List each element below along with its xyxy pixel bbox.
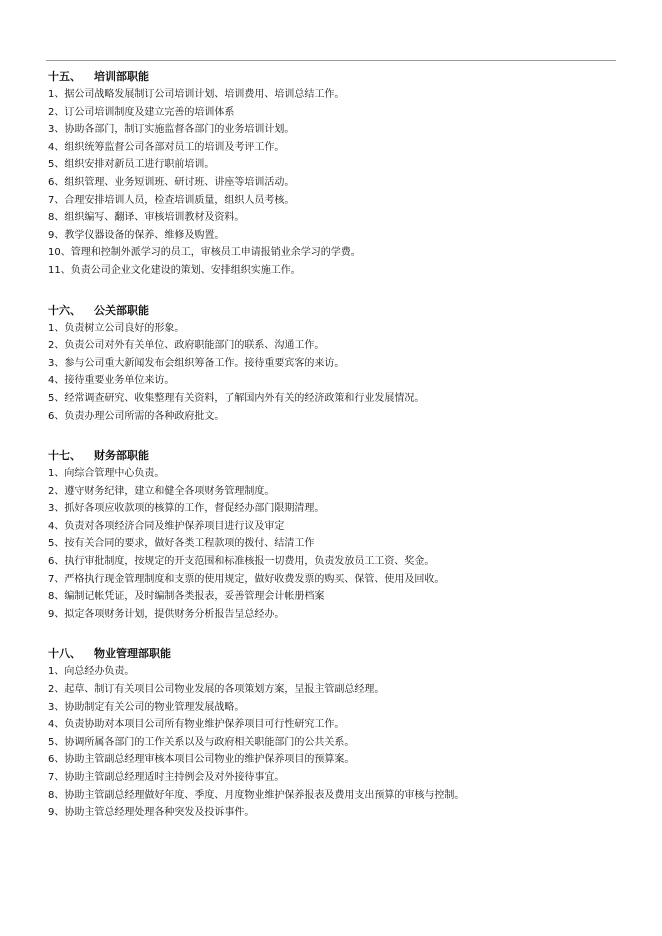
item-text: 协助各部门，制订实施监督各部门的业务培训计划。 [64,124,295,136]
item-index: 6、 [48,410,65,422]
list-item [48,734,628,752]
item-index: 5、 [48,736,65,748]
list-item [48,192,628,210]
item-index: 2、 [48,485,65,497]
section-heading [48,645,628,663]
item-index: 10、 [48,247,71,259]
item-index: 4、 [48,141,65,153]
list-item [48,681,628,699]
item-text: 负责公司对外有关单位、政府职能部门的联系、沟通工作。 [64,340,325,352]
list-item [48,751,628,769]
item-text: 订公司培训制度及建立完善的培训体系 [64,106,235,118]
item-index: 2、 [48,106,65,118]
item-index: 5、 [48,159,65,171]
item-index: 11、 [48,264,71,276]
list-item [48,209,628,227]
item-text: 组织编写、翻译、审核培训教材及资料。 [64,212,245,224]
item-index: 1、 [48,89,65,100]
item-index: 7、 [48,194,65,206]
list-item [48,262,628,280]
item-text: 协助主管副总经理审核本项目公司物业的维护保养项目的预算案。 [64,754,355,766]
item-text: 协调所属各部门的工作关系以及与政府相关职能部门的公共关系。 [64,736,355,748]
item-index: 9、 [48,807,65,819]
list-item [48,535,628,553]
section-number: 十七、 [48,449,81,463]
item-text: 编制记帐凭证，及时编制各类报表，妥善管理会计帐册档案 [64,591,325,603]
list-item [48,227,628,245]
list-item [48,139,628,157]
list-item [48,769,628,787]
item-index: 7、 [48,772,65,783]
section-public-relations [48,302,628,426]
item-text: 负责办理公司所需的各种政府批文。 [64,410,225,422]
item-text: 协助主管总经理处理各种突发及投诉事件。 [64,807,255,819]
item-text: 遵守财务纪律，建立和健全各项财务管理制度。 [64,485,275,497]
item-text: 按有关合同的要求，做好各类工程款项的拨付、结清工作 [64,538,315,550]
item-index: 4、 [48,375,65,387]
section-title: 公关部职能 [94,303,149,317]
item-index: 4、 [48,719,65,731]
item-text: 严格执行现金管理制度和支票的使用规定，做好收费发票的购买、保管、使用及回收。 [64,573,445,585]
list-item [48,588,628,606]
item-text: 负责树立公司良好的形象。 [64,322,185,334]
item-index: 3、 [48,124,65,136]
item-index: 3、 [48,357,65,369]
list-item [48,699,628,717]
section-number: 十五、 [48,70,81,83]
item-index: 6、 [48,556,65,568]
item-index: 8、 [48,789,65,801]
section-title: 财务部职能 [94,449,149,463]
list-item [48,156,628,174]
item-text: 负责公司企业文化建设的策划、安排组织实施工作。 [70,264,301,276]
item-index: 3、 [48,503,65,515]
list-item [48,320,628,338]
section-number: 十六、 [48,303,81,317]
item-index: 5、 [48,392,65,404]
item-index: 2、 [48,684,65,696]
item-text: 据公司战略发展制订公司培训计划、培训费用、培训总结工作。 [64,89,345,100]
list-item [48,372,628,390]
document-body [48,68,628,844]
list-item [48,408,628,426]
list-item [48,174,628,192]
list-item [48,571,628,589]
item-text: 教学仪器设备的保养、维修及购置。 [64,229,225,241]
list-item [48,355,628,373]
list-item [48,390,628,408]
item-text: 接待重要业务单位来访。 [64,375,175,387]
list-item [48,716,628,734]
item-index: 9、 [48,608,65,620]
item-text: 抓好各项应收款项的核算的工作，督促经办部门限期清理。 [64,503,325,515]
item-text: 向总经办负责。 [64,666,135,678]
item-index: 1、 [48,468,65,480]
section-title: 培训部职能 [94,70,149,83]
section-number: 十八、 [48,647,81,661]
item-text: 经常调查研究、收集整理有关资料，了解国内外有关的经济政策和行业发展情况。 [64,392,425,404]
item-index: 2、 [48,340,65,352]
item-text: 负责协助对本项目公司所有物业维护保养项目可行性研究工作。 [64,719,345,731]
item-index: 8、 [48,212,65,224]
list-item [48,804,628,822]
item-index: 6、 [48,754,65,766]
item-index: 6、 [48,176,65,188]
list-item [48,663,628,681]
item-text: 执行审批制度，按规定的开支范围和标准核报一切费用，负责发放员工工资、奖金。 [64,556,435,568]
list-item [48,86,628,104]
list-item [48,606,628,624]
item-text: 合理安排培训人员，检查培训质量，组织人员考核。 [64,194,295,206]
section-training [48,68,628,280]
section-heading [48,447,628,465]
list-item [48,337,628,355]
section-heading [48,302,628,320]
item-text: 管理和控制外派学习的员工，审核员工申请报销业余学习的学费。 [70,247,361,259]
item-text: 协助主管副总经理做好年度、季度、月度物业维护保养报表及费用支出预算的审核与控制。 [64,789,465,801]
list-item [48,518,628,536]
item-index: 8、 [48,591,65,603]
section-finance [48,447,628,623]
list-item [48,553,628,571]
item-index: 9、 [48,229,65,241]
item-index: 3、 [48,701,65,713]
item-text: 组织管理、业务短训班、研讨班、讲座等培训活动。 [64,176,295,188]
page-top-rule [46,60,616,61]
list-item [48,483,628,501]
list-item [48,121,628,139]
list-item [48,465,628,483]
item-index: 7、 [48,573,65,585]
list-item [48,500,628,518]
item-text: 拟定各项财务计划，提供财务分析报告呈总经办。 [64,608,285,620]
list-item [48,244,628,262]
item-text: 协助制定有关公司的物业管理发展战略。 [64,701,245,713]
section-property-management [48,645,628,821]
item-text: 组织安排对新员工进行职前培训。 [64,159,215,171]
item-text: 向综合管理中心负责。 [64,468,165,480]
item-index: 1、 [48,666,65,678]
item-text: 组织统筹监督公司各部对员工的培训及考评工作。 [64,141,285,153]
item-text: 起草、制订有关项目公司物业发展的各项策划方案，呈报主管副总经理。 [64,684,385,696]
section-title: 物业管理部职能 [94,647,171,661]
item-index: 1、 [48,322,65,334]
item-index: 5、 [48,538,65,550]
item-index: 4、 [48,520,65,532]
list-item [48,104,628,122]
item-text: 参与公司重大新闻发布会组织筹备工作。接待重要宾客的来访。 [64,357,345,369]
item-text: 协助主管副总经理适时主持例会及对外接待事宜。 [64,772,285,783]
list-item [48,787,628,805]
section-heading [48,68,628,86]
item-text: 负责对各项经济合同及维护保养项目进行议及审定 [64,520,285,532]
